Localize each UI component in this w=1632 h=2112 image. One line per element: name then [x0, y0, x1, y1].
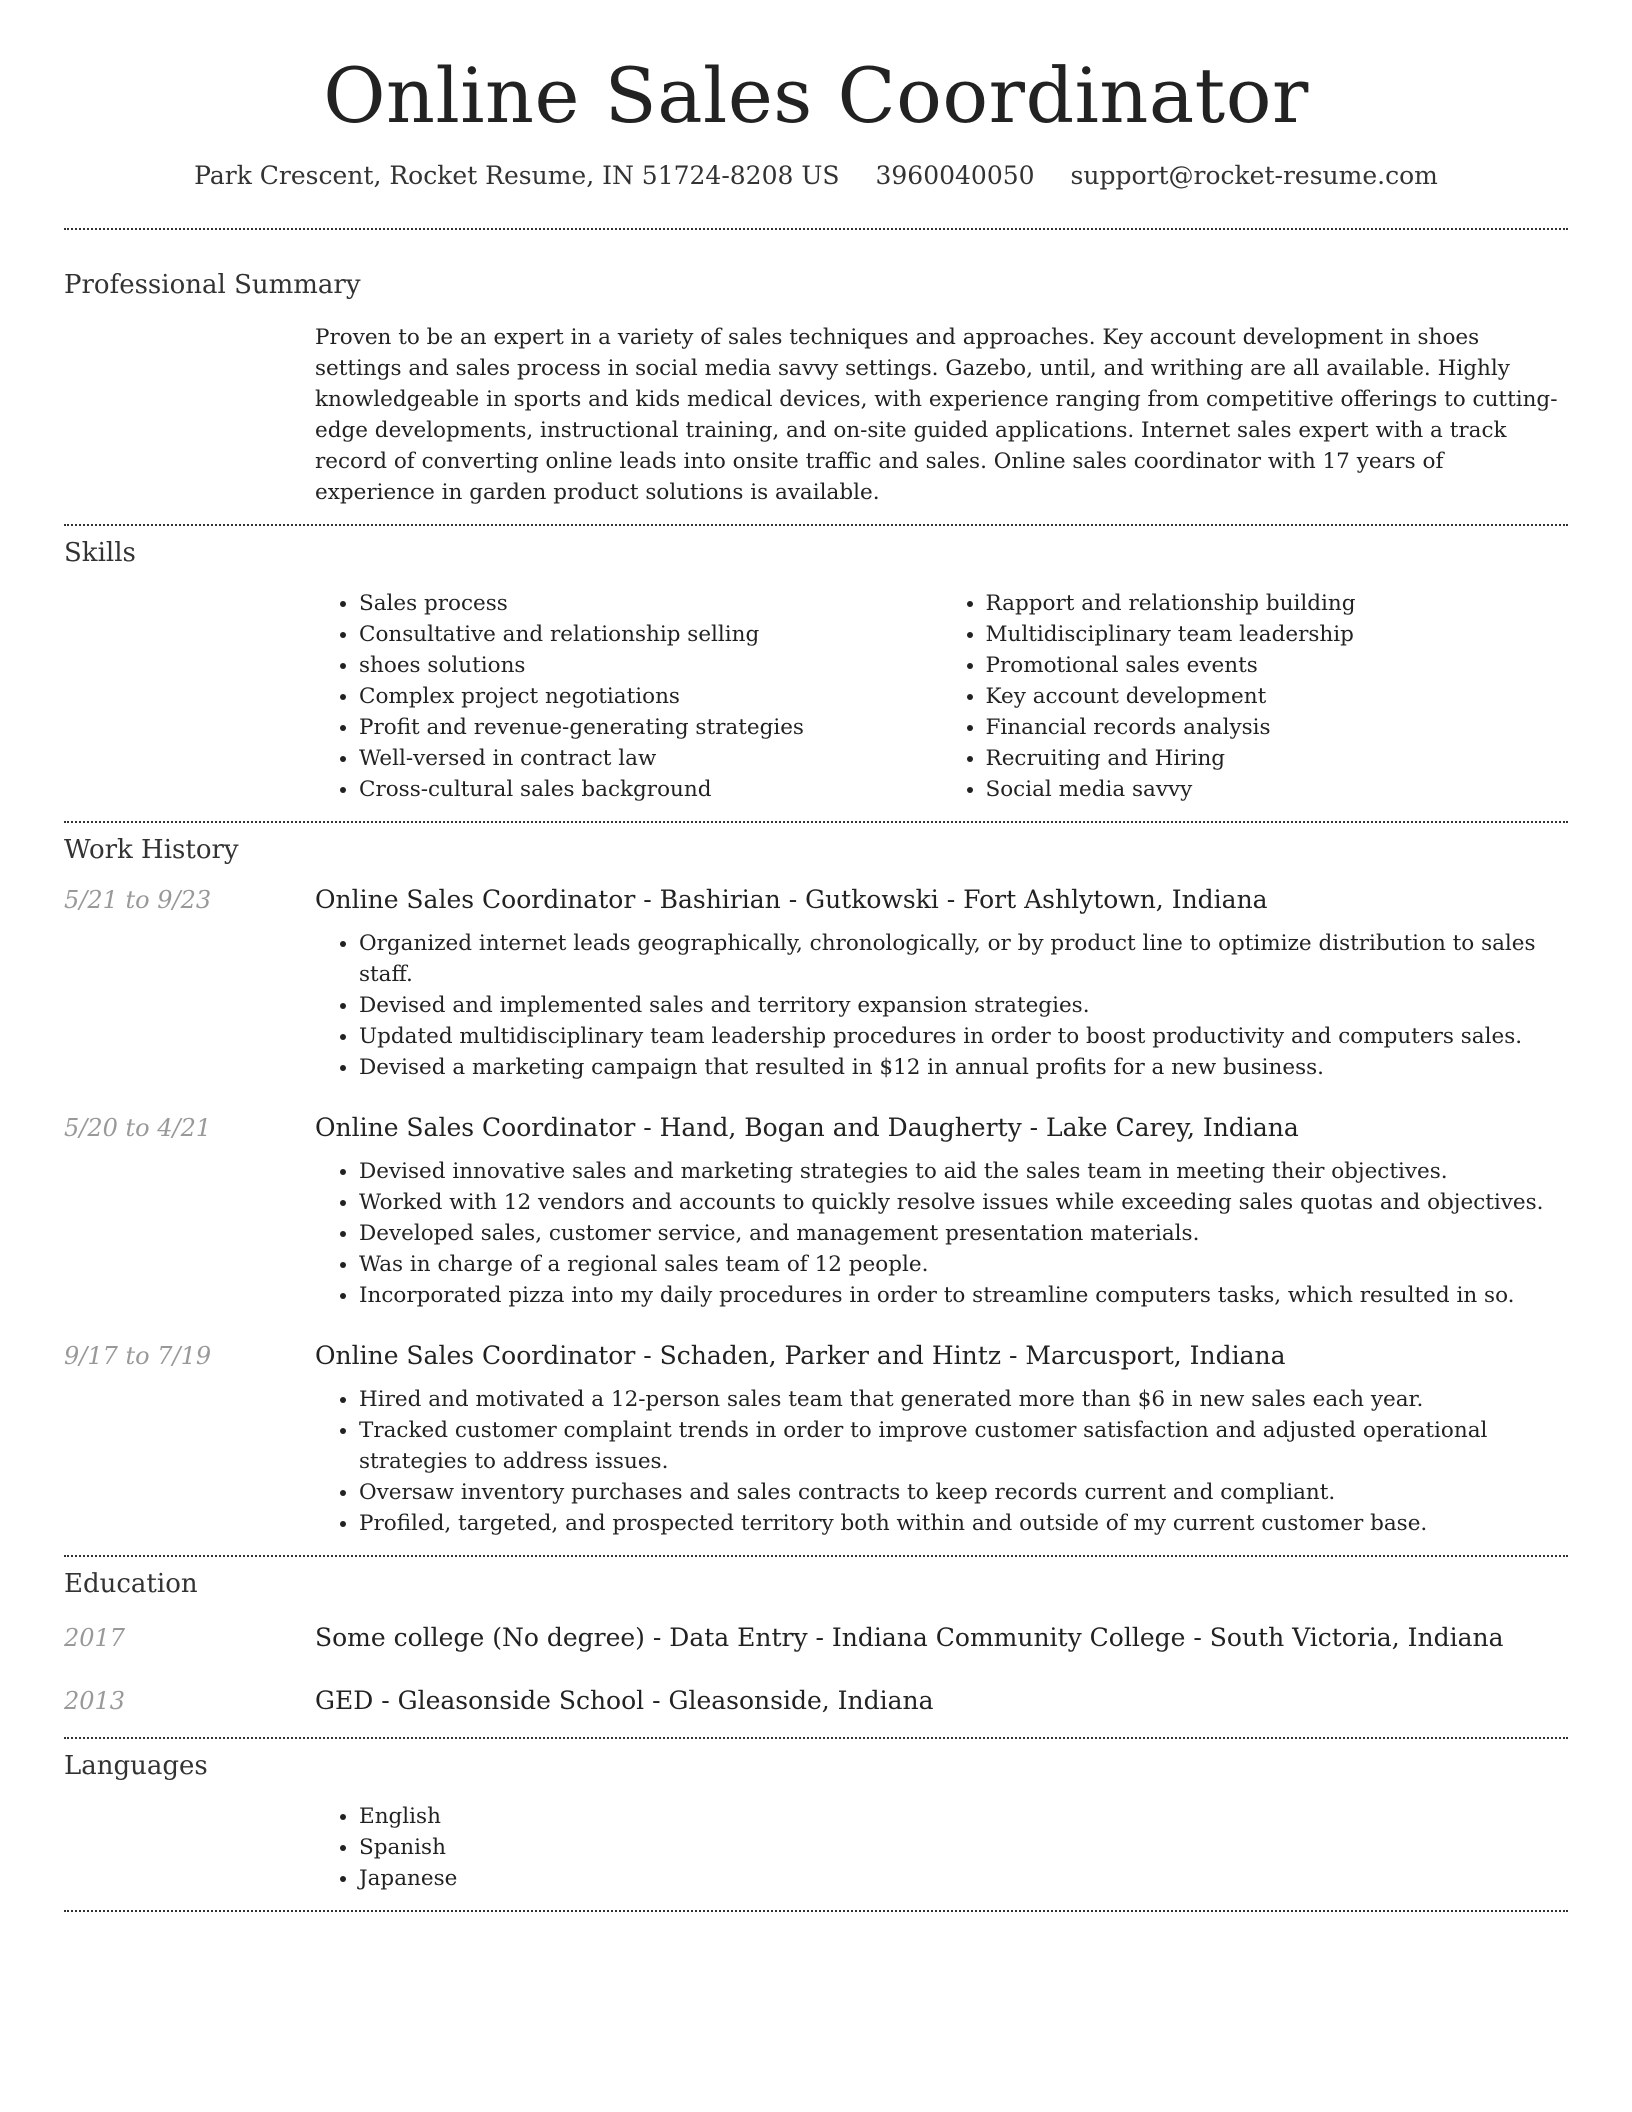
- education-title: Some college (No degree) - Data Entry - Indiana Community College - South Victoria, Indiana: [315, 1623, 1504, 1653]
- list-item: • Sales process: [359, 588, 942, 619]
- list-item: • Rapport and relationship building: [986, 588, 1569, 619]
- contact-phone: 3960040050: [875, 161, 1035, 191]
- job-title: Online Sales Coordinator - Schaden, Parker and Hintz - Marcusport, Indiana: [315, 1341, 1286, 1371]
- education-entry: [64, 1623, 1568, 1652]
- list-item: • Was in charge of a regional sales team of 12 people.: [359, 1249, 1568, 1280]
- list-item: • Financial records analysis: [986, 712, 1569, 743]
- list-item: • Consultative and relationship selling: [359, 619, 942, 650]
- job-bullets: [315, 928, 1568, 1083]
- list-item: • Devised and implemented sales and territory expansion strategies.: [359, 990, 1568, 1021]
- list-item: • Worked with 12 vendors and accounts to quickly resolve issues while exceeding sales quotas and objectives.: [359, 1187, 1568, 1218]
- work-heading: Work History: [64, 835, 239, 866]
- contact-email: support@rocket-resume.com: [1070, 161, 1438, 191]
- list-item: • Social media savvy: [986, 774, 1569, 805]
- skills-list-left: [315, 588, 942, 805]
- list-item: • shoes solutions: [359, 650, 942, 681]
- education-date: 2017: [64, 1624, 126, 1653]
- list-item: • Developed sales, customer service, and management presentation materials.: [359, 1218, 1568, 1249]
- list-item: • Tracked customer complaint trends in order to improve customer satisfaction and adjusted operational strategies to address issues.: [359, 1415, 1568, 1477]
- list-item: • English: [359, 1801, 1568, 1832]
- job-date: 5/20 to 4/21: [64, 1114, 212, 1143]
- list-item: • Updated multidisciplinary team leadership procedures in order to boost productivity and computers sales.: [359, 1021, 1568, 1052]
- list-item: • Spanish: [359, 1832, 1568, 1863]
- list-item: • Well-versed in contract law: [359, 743, 942, 774]
- list-item: • Devised a marketing campaign that resulted in $12 in annual profits for a new business.: [359, 1052, 1568, 1083]
- skills-section: [64, 526, 1568, 805]
- list-item: • Profiled, targeted, and prospected territory both within and outside of my current customer base.: [359, 1508, 1568, 1539]
- job-entry: [64, 885, 1568, 1083]
- list-item: • Profit and revenue-generating strategies: [359, 712, 942, 743]
- work-section: [64, 823, 1568, 1539]
- list-item: • Promotional sales events: [986, 650, 1569, 681]
- education-section: [64, 1557, 1568, 1715]
- summary-section: [64, 230, 1568, 508]
- page-title: Online Sales Coordinator: [323, 51, 1309, 140]
- list-item: • Complex project negotiations: [359, 681, 942, 712]
- job-title: Online Sales Coordinator - Hand, Bogan and Daugherty - Lake Carey, Indiana: [315, 1113, 1299, 1143]
- list-item: • Key account development: [986, 681, 1569, 712]
- job-bullets: [315, 1156, 1568, 1311]
- list-item: • Recruiting and Hiring: [986, 743, 1569, 774]
- job-title: Online Sales Coordinator - Bashirian - Gutkowski - Fort Ashlytown, Indiana: [315, 885, 1268, 915]
- list-item: • Cross-cultural sales background: [359, 774, 942, 805]
- job-bullets: [315, 1384, 1568, 1539]
- list-item: • Multidisciplinary team leadership: [986, 619, 1569, 650]
- languages-heading: Languages: [64, 1751, 208, 1782]
- education-entry: [64, 1686, 1568, 1715]
- education-title: GED - Gleasonside School - Gleasonside, Indiana: [315, 1686, 934, 1716]
- skills-grid: [315, 588, 1568, 805]
- contact-address: Park Crescent, Rocket Resume, IN 51724-8208 US: [194, 161, 840, 191]
- summary-text: Proven to be an expert in a variety of sales techniques and approaches. Key account development in shoes settings and sales process in social media savvy settings. Gazebo, until, and writhing are all available. Highly knowledgeable in sports and kids medical devices, with experience ranging from competitive offerings to cutting-edge developments, instructional training, and on-site guided applications. Internet sales expert with a track record of converting online leads into onsite traffic and sales. Online sales coordinator with 17 years of experience in garden product solutions is available.: [315, 325, 1558, 506]
- job-date: 5/21 to 9/23: [64, 886, 212, 915]
- job-date: 9/17 to 7/19: [64, 1342, 212, 1371]
- job-entry: [64, 1113, 1568, 1311]
- languages-section: [64, 1739, 1568, 1894]
- list-item: • Hired and motivated a 12-person sales team that generated more than $6 in new sales each year.: [359, 1384, 1568, 1415]
- list-item: • Oversaw inventory purchases and sales contracts to keep records current and compliant.: [359, 1477, 1568, 1508]
- list-item: • Devised innovative sales and marketing strategies to aid the sales team in meeting their objectives.: [359, 1156, 1568, 1187]
- summary-heading: Professional Summary: [64, 270, 361, 301]
- list-item: • Japanese: [359, 1863, 1568, 1894]
- skills-heading: Skills: [64, 538, 136, 569]
- education-date: 2013: [64, 1687, 126, 1716]
- skills-list-right: [942, 588, 1569, 805]
- list-item: • Organized internet leads geographically, chronologically, or by product line to optimize distribution to sales staff.: [359, 928, 1568, 990]
- job-entry: [64, 1341, 1568, 1539]
- list-item: • Incorporated pizza into my daily procedures in order to streamline computers tasks, which resulted in so.: [359, 1280, 1568, 1311]
- languages-list: [315, 1801, 1568, 1894]
- section-divider: [64, 1910, 1568, 1912]
- education-heading: Education: [64, 1569, 198, 1600]
- contact-line: [64, 161, 1568, 190]
